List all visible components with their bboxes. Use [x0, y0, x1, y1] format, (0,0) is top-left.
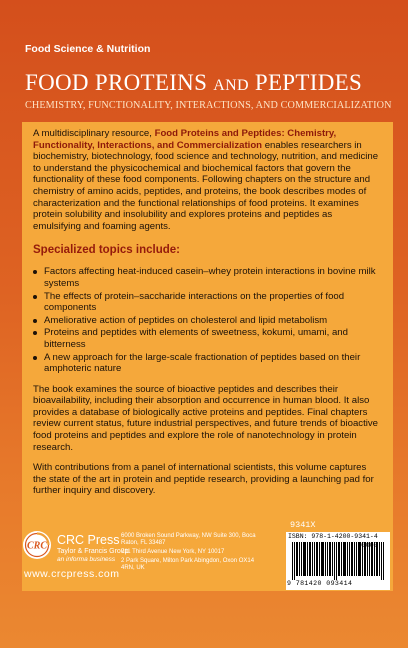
topic-text: The effects of protein–saccharide interactions on the properties of food components: [44, 290, 345, 314]
crc-logo-icon: [22, 530, 52, 560]
topic-text: Ameliorative action of peptides on cholesterol and lipid metabolism: [44, 314, 328, 326]
publisher-block: [57, 533, 129, 564]
address-line: 711 Third Avenue New York, NY 10017: [121, 549, 225, 556]
logo-text: CRC: [26, 540, 48, 552]
title-and: AND: [213, 77, 249, 94]
title-part-1: FOOD PROTEINS: [25, 70, 214, 95]
book-title: [25, 70, 395, 96]
list-item: [33, 327, 382, 350]
description-panel: [22, 122, 393, 591]
publisher-group: Taylor & Francis Group: [57, 548, 129, 555]
address-line: 6000 Broken Sound Parkway, NW Suite 300, Boca Raton, FL 33487: [121, 533, 256, 547]
publisher-name: CRC Press: [57, 533, 120, 547]
list-item: [33, 266, 382, 289]
topics-heading: Specialized topics include:: [33, 244, 180, 257]
bullet-icon: [33, 356, 37, 360]
address-line: 2 Park Square, Milton Park Abingdon, Oxon OX14 4RN, UK: [121, 557, 255, 572]
book-subtitle: CHEMISTRY, FUNCTIONALITY, INTERACTIONS, AND COMMERCIALIZATION: [25, 100, 392, 111]
list-item: [33, 352, 382, 375]
catalog-code: 9341X: [290, 520, 316, 530]
intro-book-title: Food Proteins and Peptides: Chemistry, Functionality, Interactions, and Commercialization: [33, 128, 337, 151]
ean-digits: 9 781420 093414: [287, 580, 353, 587]
bullet-icon: [33, 270, 37, 274]
bullet-icon: [33, 331, 37, 335]
bullet-icon: [33, 319, 37, 323]
contributors-paragraph: With contributions from a panel of international scientists, this volume captures the state of the art in protein and peptide research, providing a launching pad for further inquiry and discovery.: [33, 462, 374, 497]
series-label: Food Science & Nutrition: [25, 43, 151, 55]
bioactive-paragraph: The book examines the source of bioactive peptides and describes their bioavailability, including their absorption and occurrence in human blood. It also provides a database of biologically active proteins and peptides. Final chapters review current status, future industrial perspectives, and future trends of bioactive food proteins and peptides and explore the role of nanotechnology in protein research.: [33, 383, 379, 453]
intro-after: enables researchers in biochemistry, biotechnology, food science and technology, nutrition, and medicine to understand the physicochemical and biochemical factors that govern the functionality of these food components. Following chapters on the structure and chemistry of amino acids, peptides, and proteins, the book describes modes of characterization and the functional relationships of food proteins. It examines protein solubility and insolubility and explores proteins and peptides as emulsifying and foaming agents.: [33, 139, 379, 232]
list-item: [33, 291, 382, 314]
barcode: [286, 532, 390, 590]
topic-text: Proteins and peptides with elements of sweetness, kokumi, umami, and bitterness: [44, 327, 348, 350]
publisher-imprint: an informa business: [57, 556, 116, 563]
publisher-addresses: [121, 533, 266, 574]
list-item: [33, 315, 382, 327]
bullet-icon: [33, 295, 37, 299]
intro-before: A multidisciplinary resource,: [33, 128, 155, 139]
isbn-text: ISBN: 978-1-4200-9341-4: [288, 533, 378, 540]
title-part-2: PEPTIDES: [248, 70, 363, 95]
topic-text: Factors affecting heat-induced casein–whey protein interactions in bovine milk systems: [44, 266, 376, 289]
topics-list: [33, 266, 382, 374]
barcode-bars-icon: [292, 542, 387, 580]
topic-text: A new approach for the large-scale fractionation of peptides based on their amphoteric nature: [44, 351, 361, 375]
intro-paragraph: [33, 128, 382, 232]
publisher-website: www.crcpress.com: [24, 568, 120, 580]
